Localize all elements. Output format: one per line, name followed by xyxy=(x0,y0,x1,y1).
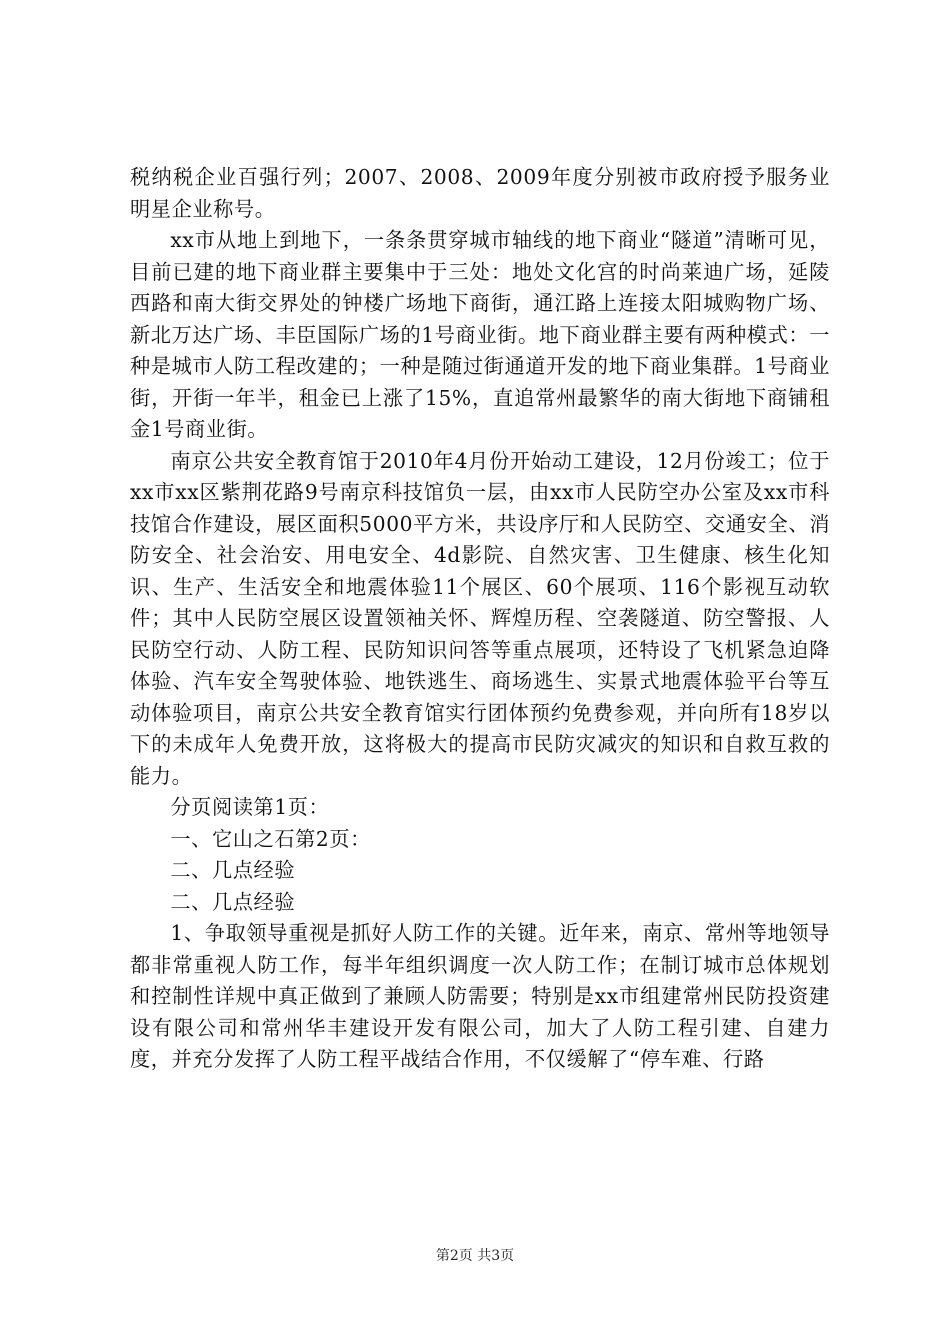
paragraph-section-heading-2: 二、几点经验 xyxy=(170,858,296,882)
page-footer xyxy=(0,1246,950,1266)
paragraph-leadership-emphasis: 1、争取领导重视是抓好人防工作的关键。近年来，南京、常州等地领导都非常重视人防工作，每半年组织调度一次人防工作；在制订城市总体规划和控制性详规中真正做到了兼顾人防需要；特别是xx市组建常州民防投资建设有限公司和常州华丰建设开发有限公司，加大了人防工程引建、自建力度，并充分发挥了人防工程平战结合作用，不仅缓解了“停车难、行路 xyxy=(130,921,830,1071)
paragraph-page-read-1: 分页阅读第1页： xyxy=(170,795,330,819)
page-number-label: 第2页 共3页 xyxy=(435,1248,515,1264)
paragraph-continuation: 税纳税企业百强行列；2007、2008、2009年度分别被市政府授予服务业明星企业称号。 xyxy=(130,165,830,221)
paragraph-safety-education-hall: 南京公共安全教育馆于2010年4月份开始动工建设，12月份竣工；位于xx市xx区紫荆花路9号南京科技馆负一层，由xx市人民防空办公室及xx市科技馆合作建设，展区面积5000平方米，共设序厅和人民防空、交通安全、消防安全、社会治安、用电安全、4d影院、自然灾害、卫生健康、核生化知识、生产、生活安全和地震体验11个展区、60个展项、116个影视互动软件；其中人民防空展区设置领袖关怀、辉煌历程、空袭隧道、防空警报、人民防空行动、人防工程、民防知识问答等重点展项，还特设了飞机紧急迫降体验、汽车安全驾驶体验、地铁逃生、商场逃生、实景式地震体验平台等互动体验项目，南京公共安全教育馆实行团体预约免费参观，并向所有18岁以下的未成年人免费开放，这将极大的提高市民防灾减灾的知识和自救互救的能力。 xyxy=(130,448,830,788)
paragraph-underground-commerce: xx市从地上到地下，一条条贯穿城市轴线的地下商业“隧道”清晰可见，目前已建的地下商业群主要集中于三处：地处文化宫的时尚莱迪广场，延陵西路和南大街交界处的钟楼广场地下商街，通江路上连接太阳城购物广场、新北万达广场、丰臣国际广场的1号商业街。地下商业群主要有两种模式：一种是城市人防工程改建的；一种是随过街通道开发的地下商业集群。1号商业街，开街一年半，租金已上涨了15%，直追常州最繁华的南大街地下商铺租金1号商业街。 xyxy=(130,228,830,441)
document-body xyxy=(130,162,830,1076)
paragraph-section-heading-1: 一、它山之石第2页： xyxy=(170,826,371,851)
paragraph-section-heading-2-repeat: 二、几点经验 xyxy=(170,889,296,914)
